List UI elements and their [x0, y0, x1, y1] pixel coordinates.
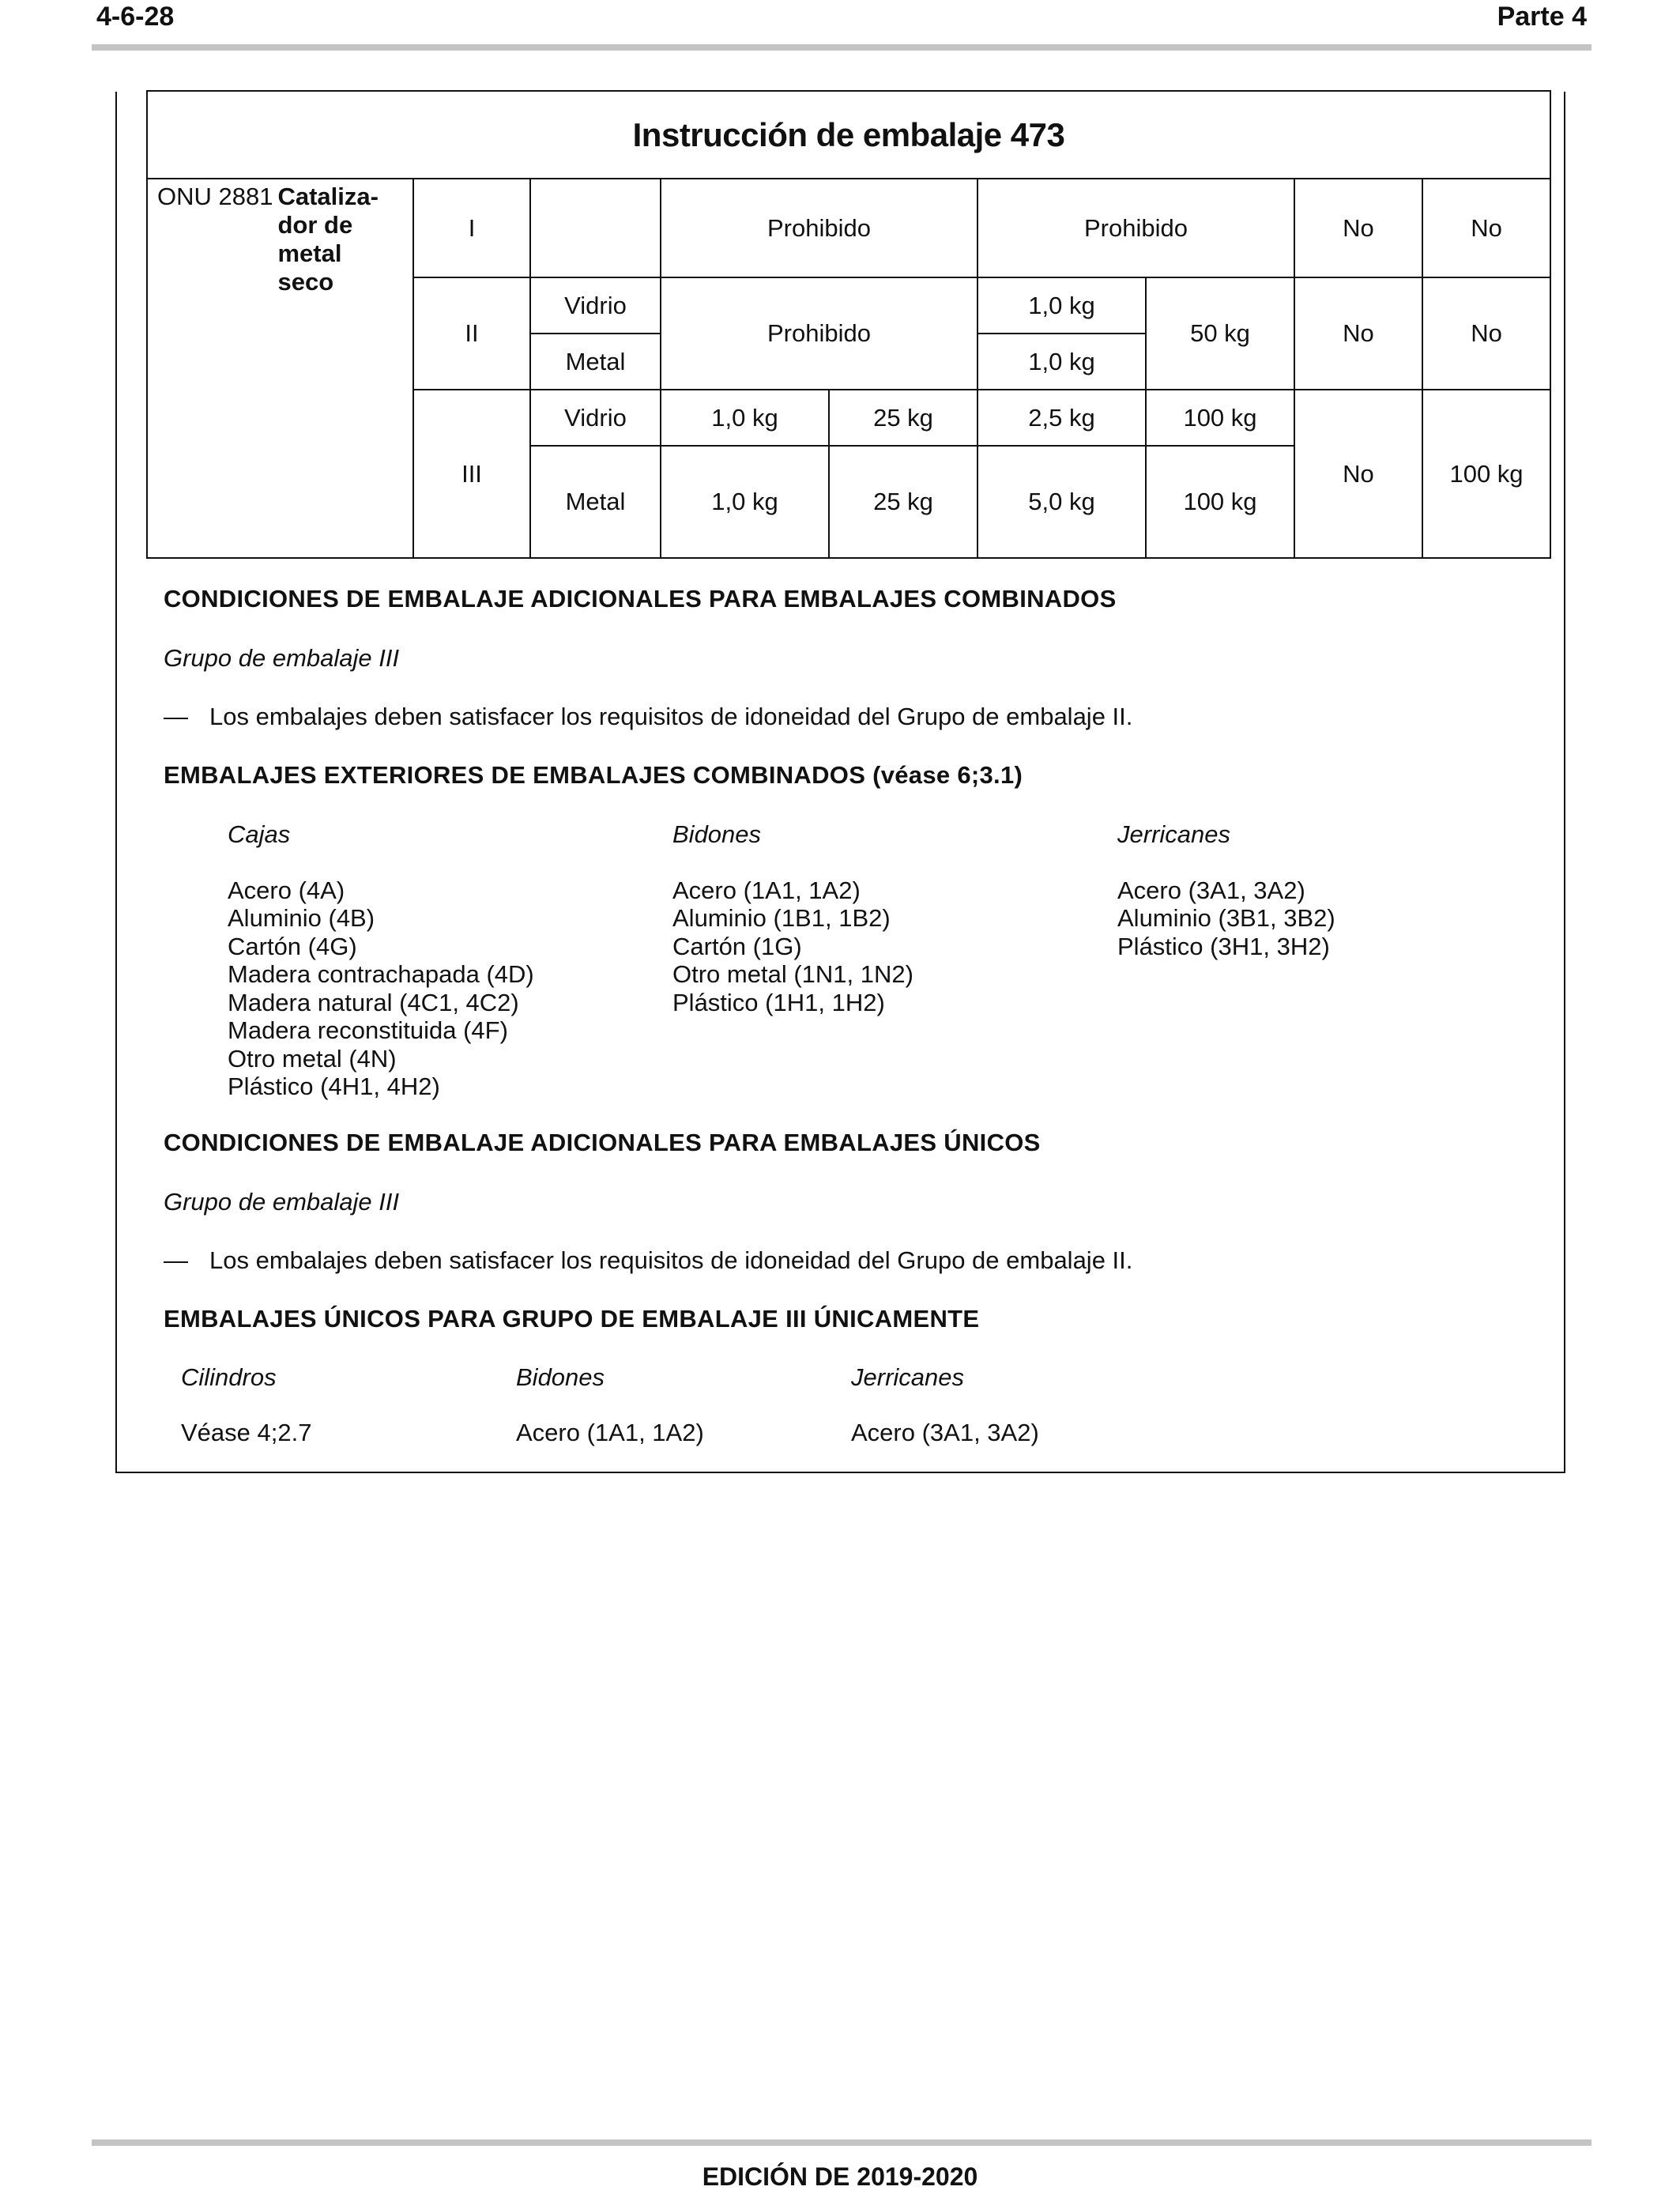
single-bidones-title: Bidones [516, 1363, 605, 1391]
pg3-r1-c: 2,5 kg [977, 390, 1146, 446]
pg2-group: II [413, 277, 530, 390]
page-number: 4-6-28 [96, 2, 175, 32]
pg3-r2-a: 1,0 kg [661, 446, 829, 558]
section-heading-outer-packagings: EMBALAJES EXTERIORES DE EMBALAJES COMBINADOS (véase 6;3.1) [164, 761, 1023, 789]
un-cell [147, 179, 413, 558]
single-column-bidones [516, 1363, 704, 1447]
pg3-r1-a: 1,0 kg [661, 390, 829, 446]
footer-rule [92, 2139, 1591, 2146]
single-column-jerricanes [851, 1363, 1039, 1447]
dash: — [164, 703, 188, 730]
table-title: Instrucción de embalaje 473 [147, 91, 1550, 179]
condition-1 [164, 703, 1539, 731]
pg3-col-c: No [1294, 390, 1422, 558]
pg2-net-glass: 1,0 kg [977, 277, 1146, 334]
pg3-r2-b: 25 kg [829, 446, 977, 558]
pg1-col-d: No [1422, 179, 1550, 277]
list-item: Cartón (1G) [672, 932, 802, 960]
single-jerricanes-title: Jerricanes [851, 1363, 964, 1391]
group-label-1: Grupo de embalaje III [164, 644, 400, 672]
condition-2-text: Los embalajes deben satisfacer los requisitos de idoneidad del Grupo de embalaje II. [209, 1246, 1133, 1274]
condition-2 [164, 1246, 1539, 1275]
list-item: Acero (3A1, 3A2) [851, 1419, 1039, 1446]
pg2-single: 50 kg [1146, 277, 1294, 390]
section-heading-combined-conditions: CONDICIONES DE EMBALAJE ADICIONALES PARA EMBALAJES COMBINADOS [164, 585, 1117, 613]
dash: — [164, 1246, 188, 1274]
un-number: ONU 2881 [157, 183, 273, 210]
pg3-r2-c: 5,0 kg [977, 446, 1146, 558]
cilindros-title: Cilindros [181, 1363, 277, 1391]
list-item: Aluminio (4B) [228, 904, 375, 932]
pg3-inner-glass: Vidrio [530, 390, 661, 446]
edition-footer: EDICIÓN DE 2019-2020 [702, 2162, 978, 2191]
pg2-inner-metal: Metal [530, 334, 661, 390]
outer-column-jerricanes [1117, 820, 1335, 960]
frame-bottom [115, 1472, 1565, 1473]
list-item: Plástico (1H1, 1H2) [672, 988, 885, 1016]
pg2-net-metal: 1,0 kg [977, 334, 1146, 390]
list-item: Acero (1A1, 1A2) [672, 876, 861, 904]
pg2-col-c: No [1294, 277, 1422, 390]
list-item: Madera natural (4C1, 4C2) [228, 988, 519, 1016]
list-item: Acero (3A1, 3A2) [1117, 876, 1305, 904]
list-item: Véase 4;2.7 [181, 1419, 312, 1446]
list-item: Madera contrachapada (4D) [228, 960, 534, 988]
condition-1-text: Los embalajes deben satisfacer los requisitos de idoneidad del Grupo de embalaje II. [209, 703, 1133, 730]
pg2-inner-glass: Vidrio [530, 277, 661, 334]
list-item: Aluminio (1B1, 1B2) [672, 904, 891, 932]
un-name: Cataliza- dor de metal seco [277, 183, 379, 296]
section-heading-single-packagings: EMBALAJES ÚNICOS PARA GRUPO DE EMBALAJE III ÚNICAMENTE [164, 1305, 980, 1333]
pg3-inner-metal: Metal [530, 446, 661, 558]
packing-instruction-table [146, 90, 1551, 559]
pg1-col-b: Prohibido [977, 179, 1294, 277]
pg3-group: III [413, 390, 530, 558]
frame-left [115, 92, 117, 1473]
pg3-r1-d: 100 kg [1146, 390, 1294, 446]
pg1-col-c: No [1294, 179, 1422, 277]
list-item: Acero (1A1, 1A2) [516, 1419, 704, 1446]
pg3-col-d: 100 kg [1422, 390, 1550, 558]
group-label-2: Grupo de embalaje III [164, 1188, 400, 1216]
pg2-col-d: No [1422, 277, 1550, 390]
cajas-title: Cajas [228, 820, 291, 848]
pg1-col-a: Prohibido [661, 179, 977, 277]
list-item: Cartón (4G) [228, 932, 357, 960]
bidones-title: Bidones [672, 820, 762, 848]
list-item: Plástico (4H1, 4H2) [228, 1072, 440, 1100]
section-heading-single-conditions: CONDICIONES DE EMBALAJE ADICIONALES PARA EMBALAJES ÚNICOS [164, 1129, 1041, 1156]
list-item: Madera reconstituida (4F) [228, 1016, 508, 1044]
pg3-r2-d: 100 kg [1146, 446, 1294, 558]
outer-column-cajas [228, 820, 534, 1101]
list-item: Otro metal (4N) [228, 1044, 397, 1072]
pg2-combined: Prohibido [661, 277, 977, 390]
pg1-group: I [413, 179, 530, 277]
pg3-r1-b: 25 kg [829, 390, 977, 446]
list-item: Acero (4A) [228, 876, 345, 904]
single-column-cilindros [181, 1363, 311, 1447]
part-label: Parte 4 [1497, 2, 1587, 32]
list-item: Plástico (3H1, 3H2) [1117, 932, 1330, 960]
frame-right [1564, 92, 1565, 1473]
jerricanes-title: Jerricanes [1117, 820, 1230, 848]
outer-column-bidones [672, 820, 913, 1016]
list-item: Aluminio (3B1, 3B2) [1117, 904, 1335, 932]
header-rule [92, 44, 1591, 51]
pg1-empty [530, 179, 661, 277]
list-item: Otro metal (1N1, 1N2) [672, 960, 913, 988]
